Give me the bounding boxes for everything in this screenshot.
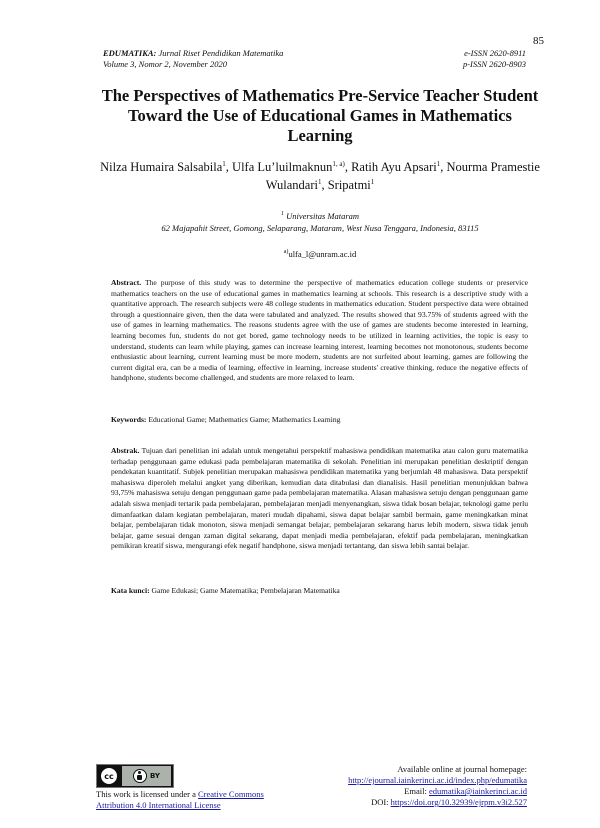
cc-by-license-icon[interactable] [96, 764, 174, 788]
license-block: cc BY This work is licensed under a Creative Commons Attribution 4.0 International License [96, 764, 316, 811]
license-link[interactable]: Creative Commons [197, 789, 264, 799]
affiliation-address: 62 Majapahit Street, Gomong, Selaparang, Mataram, West Nusa Tenggara, Indonesia, 83115 [161, 223, 479, 233]
keywords-indonesian: Kata kunci: Game Edukasi; Game Matematika; Pembelajaran Matematika [111, 586, 340, 595]
corresponding-email: $^{a)}$ulfa_l@unram.ac.id [283, 249, 357, 259]
journal-header [103, 48, 526, 70]
journal-volume: Volume 3, Nomor 2, November 2020 [103, 59, 227, 69]
author-list: Nilza Humaira Salsabila$^1$, Ulfa Lu’luilmaknun$^{1, a)}$, Ratih Ayu Apsari$^1$, Nourma Pramestie Wulandari$^1$, Sripatmi$^1$ [100, 159, 540, 192]
abstract-indonesian: Abstrak. Tujuan dari penelitian ini adalah untuk mengetahui perspektif mahasiswa pendidikan matematika atau calon guru matematika terhadap penggunaan game edukasi pada pembelajaran matematika di sekolah. Penelitian ini merupakan penelitian deskriptif dengan pendekatan kuantitatif. Subjek penelitian merupakan mahasiswa pendidikan matematika yang berjumlah 48 mahasiswa. Data perspektif mahasiswa diperoleh melalui angket yang diberikan, kemudian data ditabulasi dan dianalisis. Hasil penelitian menunjukkan bahwa 93,75% mahasiswa setuju dengan penggunaan game pada pembelajaran matematika. Alasan mahasiswa setuju dengan penggunaan game adalah siswa menjadi tertarik pada pembelajaran, pembelajaran menjadi menyenangkan, siswa tidak bosan belajar, teknologi game perlu dimanfaatkan dalam kegiatan pembelajaran, materi mudah dipahami, siswa dapat belajar sambil bermain, game meningkatkan minat belajar, pembelajaran tidak monoton, siswa menjadi semangat belajar, pembelajaran sekarang harus lebih modern, siswa tidak jenuh belajar, game sesuai dengan zaman digital sekarang, dapat menjadi media pembelajaran, efektif pada pembelajaran, meningkatkan pemikiran kreatif siswa, mengurangi efek negatif handphone, siswa menjadi tertantang, dan siswa lebih santai belajar. [111, 446, 528, 551]
journal-homepage-link[interactable]: http://ejournal.iainkerinci.ac.id/index.php/edumatika [348, 775, 527, 785]
pissn: p-ISSN 2620-8903 [462, 59, 526, 69]
journal-title: EDUMATIKA: Jurnal Riset Pendidikan Matematika [103, 48, 284, 58]
doi-link[interactable]: https://doi.org/10.32939/ejrpm.v3i2.527 [390, 797, 527, 807]
affiliation: $^1$ Universitas Mataram 62 Majapahit Street, Gomong, Selaparang, Mataram, West Nusa Tenggara, Indonesia, 83115 [100, 210, 540, 234]
abstract-english: Abstract. The purpose of this study was to determine the perspective of mathematics education college students or preservice mathematics teachers on the use of educational games in mathematics learning at schools. This research is a descriptive study with a quantitative approach. The research subjects were 48 college students in mathematics education. Student perspective data were obtained through a questionnaire given, then the data were tabulated and analyzed. The results showed that 93.75% of students agreed with the use of games in learning mathematics. The reasons students agree with the use of games are students become interested in learning, learning becomes fun, students do not get bored, game technology needs to be utilized in learning activities, the topic is easy to understand, students can learn while playing, games can increase learning interest, learning becomes not monotonous, students become enthusiastic about learning, current learning must be more modern, students are not surfeited about learning, games are following the current digital era, can be a media of learning, effective in learning, increase students' creative thinking, reduce the negative effects of handphone, students become challenged, and students are more relaxed to learn. [111, 278, 528, 383]
journal-info-block: Available online at journal homepage: http://ejournal.iainkerinci.ac.id/index.php/edumatika Email: edumatika@iainkerinci.ac.id DOI: https://doi.org/10.32939/ejrpm.v3i2.527 [267, 764, 527, 808]
license-link-continued[interactable]: Attribution 4.0 International License [96, 800, 221, 810]
page-number: 85 [533, 35, 544, 47]
person-icon [133, 769, 147, 783]
by-attribution-icon: BY [122, 766, 171, 786]
available-online-label: Available online at journal homepage: [397, 764, 527, 774]
cc-logo-icon: cc [99, 766, 119, 786]
eissn: e-ISSN 2620-8911 [464, 48, 526, 58]
journal-email-link[interactable]: edumatika@iainkerinci.ac.id [429, 786, 527, 796]
keywords-english: Keywords: Educational Game; Mathematics Game; Mathematics Learning [111, 415, 341, 424]
paper-title: The Perspectives of Mathematics Pre-Service Teacher Student Toward the Use of Educational Games in Mathematics Learning [101, 86, 539, 145]
